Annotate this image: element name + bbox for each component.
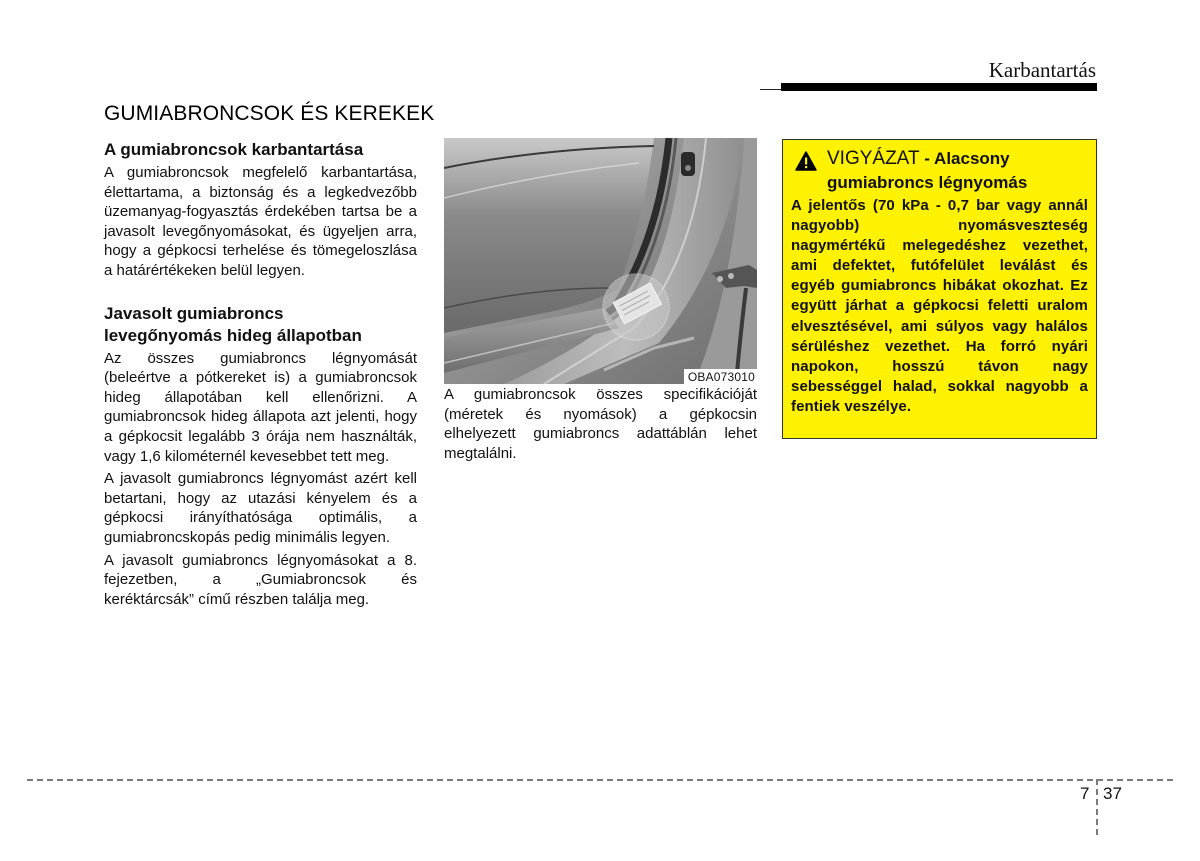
warning-title bbox=[791, 148, 1088, 171]
footer-vertical-dashed-rule bbox=[1096, 779, 1098, 835]
running-head: Karbantartás bbox=[988, 58, 1096, 82]
warning-body: A jelentős (70 kPa - 0,7 bar vagy annál nagyobb) nyomásveszteség nagymértékű melegedéshez vezethet, ami defektet, futófelület leválást és egyéb gumiabroncs hibákat okozhat. Ez együtt járhat a gépkocsi feletti uralom elvesztésével, ami súlyos vagy halálos sérüléshez vezethet. Ha forró nyári napokon, hosszú távon nagy sebességgel halad, sokkal nagyobb a fentiek veszélye. bbox=[791, 197, 1088, 415]
paragraph-reference-chapter: A javasolt gumiabroncs légnyomásokat a 8. fejezetben, a „Gumiabroncsok és keréktárcsák” című részben találja meg. bbox=[104, 551, 417, 608]
paragraph-cold-check: Az összes gumiabroncs légnyomását (beleértve a pótkereket is) a gumiabroncsok hideg állapotában kell ellenőrizni. A gumiabroncsok hideg állapota azt jelenti, hogy a gépkocsit legalább 3 órája nem használták, vagy 1,6 kilométernél kevesebbet tett meg. bbox=[104, 349, 417, 465]
header-rule-thin bbox=[760, 89, 782, 90]
warning-title-line2: gumiabroncs légnyomás bbox=[827, 173, 1028, 192]
heading-recommended-pressure bbox=[104, 303, 417, 347]
heading-line-1: Javasolt gumiabroncs bbox=[104, 303, 284, 323]
warning-label: VIGYÁZAT bbox=[827, 148, 920, 169]
paragraph-why-pressure: A javasolt gumiabroncs légnyomást azért kell betartani, hogy az utazási kényelem és a gépkocsi irányíthatósága optimális, a gumiabroncskopás pedig minimális legyen. bbox=[104, 470, 417, 546]
door-pillar-tire-label-illustration bbox=[444, 138, 757, 384]
header-rule-thick bbox=[781, 83, 1097, 91]
paragraph-tire-maintenance: A gumiabroncsok megfelelő karbantartása, élettartama, a biztonság és a legkedvezőbb üzemanyag-fogyasztás érdekében tartsa be a javasolt levegőnyomásokat, és ügyeljen arra, hogy a gépkocsi terhelése és tömegeloszlása a határértékeken belül legyen. bbox=[104, 164, 417, 279]
warning-title-suffix: - Alacsony bbox=[919, 149, 1010, 168]
warning-box-low-pressure bbox=[782, 139, 1097, 439]
heading-line-2: levegőnyomás hideg állapotban bbox=[104, 325, 362, 345]
warning-title-text bbox=[827, 148, 1010, 170]
figure-code: OBA073010 bbox=[684, 369, 757, 384]
figure-caption: A gumiabroncsok összes specifikációját (méretek és nyomások) a gépkocsin elhelyezett gumiabroncs adattáblán lehet megtalálni. bbox=[444, 386, 757, 462]
heading-tire-maintenance: A gumiabroncsok karbantartása bbox=[104, 140, 364, 159]
figure-door-pillar-label bbox=[444, 138, 757, 384]
chapter-number: 7 bbox=[1080, 784, 1090, 803]
page-number: 37 bbox=[1103, 784, 1122, 803]
footer-dashed-rule bbox=[27, 779, 1173, 781]
spacer bbox=[104, 281, 417, 303]
left-column bbox=[104, 139, 417, 609]
section-title: GUMIABRONCSOK ÉS KEREKEK bbox=[104, 102, 435, 125]
warning-triangle-icon bbox=[795, 151, 817, 171]
